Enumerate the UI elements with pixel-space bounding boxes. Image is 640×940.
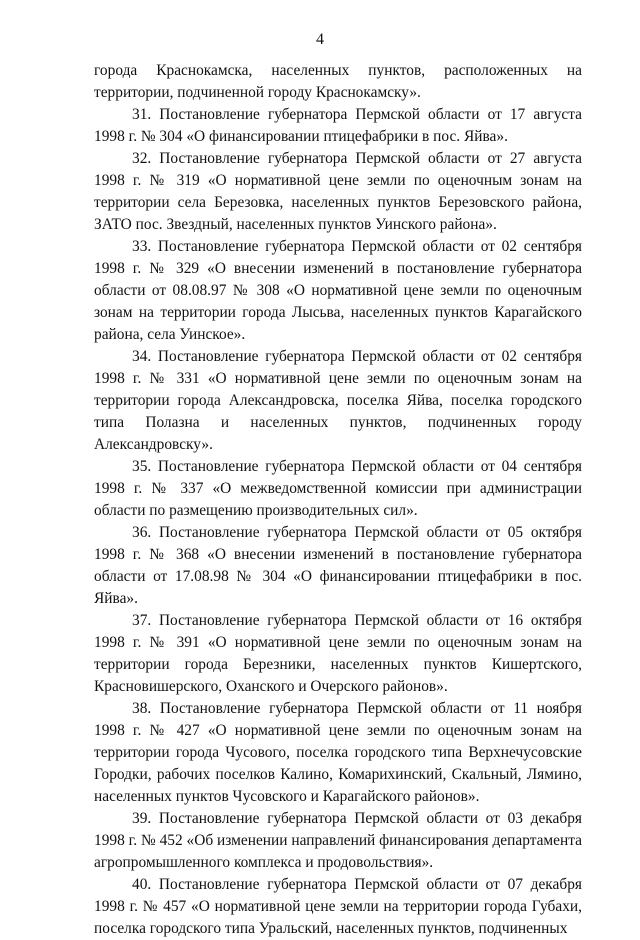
paragraph-item-40: 40. Постановление губернатора Пермской области от 07 декабря 1998 г. № 457 «О нормативной цене земли на территории города Губахи, поселка городского типа Уральский, населенных пунктов, подчиненных: [94, 876, 582, 937]
paragraph-item-33: 33. Постановление губернатора Пермской области от 02 сентября 1998 г. № 329 «О внесении изменений в постановление губернатора области от 08.08.97 № 308 «О нормативной цене земли по оценочным зонам на территории города Лысьва, населенных пунктов Карагайского района, села Уинское».: [94, 238, 582, 343]
paragraph-item-39: 39. Постановление губернатора Пермской области от 03 декабря 1998 г. № 452 «Об изменении направлений финансирования департамента агропромышленного комплекса и продовольствия».: [94, 810, 582, 871]
paragraph-item-31: 31. Постановление губернатора Пермской области от 17 августа 1998 г. № 304 «О финансировании птицефабрики в пос. Яйва».: [94, 106, 582, 145]
paragraph-item-38: 38. Постановление губернатора Пермской области от 11 ноября 1998 г. № 427 «О нормативной цене земли по оценочным зонам на территории города Чусового, поселка городского типа Верхнечусовские Городки, рабочих поселков Калино, Комарихинский, Скальный, Лямино, населенных пунктов Чусовского и Карагайского районов».: [94, 700, 582, 805]
paragraph-continuation: города Краснокамска, населенных пунктов, расположенных на территории, подчиненной городу Краснокамску».: [94, 62, 582, 101]
paragraph-item-34: 34. Постановление губернатора Пермской области от 02 сентября 1998 г. № 331 «О нормативной цене земли по оценочным зонам на территории города Александровска, поселка Яйва, поселка городского типа Полазна и населенных пунктов, подчиненных городу Александровску».: [94, 348, 582, 453]
paragraph-item-37: 37. Постановление губернатора Пермской области от 16 октября 1998 г. № 391 «О нормативной цене земли по оценочным зонам на территории города Березники, населенных пунктов Кишертского, Красновишерского, Оханского и Очерского районов».: [94, 612, 582, 695]
document-body: [94, 60, 582, 940]
page-number: 4: [316, 31, 324, 48]
paragraph-item-36: 36. Постановление губернатора Пермской области от 05 октября 1998 г. № 368 «О внесении изменений в постановление губернатора области от 17.08.98 № 304 «О финансировании птицефабрики в пос. Яйва».: [94, 524, 582, 607]
paragraph-item-32: 32. Постановление губернатора Пермской области от 27 августа 1998 г. № 319 «О нормативной цене земли по оценочным зонам на территории села Березовка, населенных пунктов Березовского района, ЗАТО пос. Звездный, населенных пунктов Уинского района».: [94, 150, 582, 233]
paragraph-item-35: 35. Постановление губернатора Пермской области от 04 сентября 1998 г. № 337 «О межведомственной комиссии при администрации области по размещению производительных сил».: [94, 458, 582, 519]
